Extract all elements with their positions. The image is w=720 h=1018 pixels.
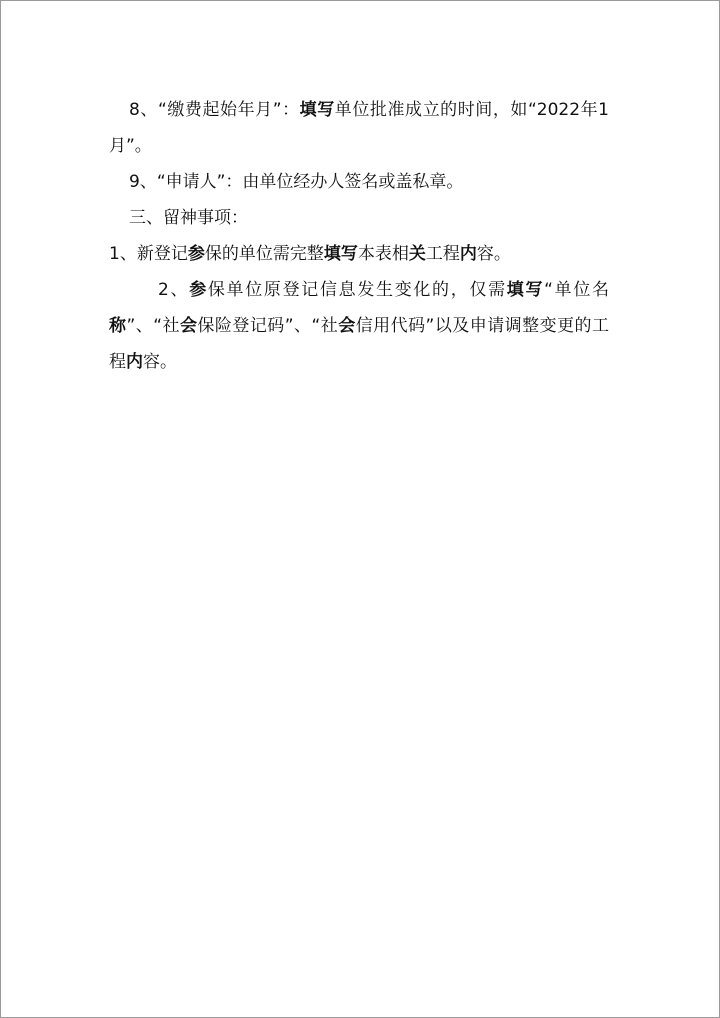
note-2-mid-3: ”、“社: [126, 316, 180, 336]
item-8: [109, 92, 609, 164]
note-1-bold-4: 内: [459, 244, 477, 264]
item-8-bold-fill: 填写: [299, 100, 335, 120]
note-2-bold-3: 称: [109, 316, 127, 336]
note-1-bold-3: 关: [408, 244, 426, 264]
item-8-prefix: 8、“缴费起始年月”：: [129, 100, 300, 120]
note-1-bold-2: 填写: [323, 244, 358, 264]
section-3-heading-text: 三、留神事项：: [129, 208, 248, 228]
note-2-mid-2: “单位名: [544, 280, 610, 300]
document-body: [109, 92, 609, 380]
note-2-bold-6: 内: [126, 352, 143, 372]
note-2-mid-1: 保单位原登记信息发生变化的，仅需: [207, 280, 507, 300]
item-9-text: 9、“申请人”：由单位经办人签名或盖私章。: [129, 172, 464, 192]
note-1-mid-3: 工程: [425, 244, 460, 264]
note-1-end: 容。: [476, 244, 511, 264]
note-2: [109, 272, 609, 380]
item-9: [109, 164, 609, 200]
item-8-rest: 单位批准成立的时间，如“2022年1月”。: [109, 100, 610, 156]
note-2-mid-4: 保险登记码”、“社: [197, 316, 339, 336]
note-2-bold-1: 参: [189, 280, 208, 300]
note-2-mid-5: 信用代码”以及申请调整变更的工程: [109, 316, 609, 372]
note-2-bold-4: 会: [179, 316, 198, 336]
note-1-prefix: 1、新登记: [109, 244, 188, 264]
note-2-bold-5: 会: [338, 316, 356, 336]
note-1: [109, 236, 609, 272]
section-3-heading: [109, 200, 609, 236]
note-1-bold-1: 参: [187, 244, 205, 264]
note-2-end: 容。: [143, 352, 177, 372]
note-1-mid-1: 保的单位需完整: [204, 244, 324, 264]
note-1-mid-2: 本表相: [357, 244, 409, 264]
note-2-prefix: 2、: [158, 280, 190, 300]
note-2-bold-2: 填写: [506, 280, 545, 300]
